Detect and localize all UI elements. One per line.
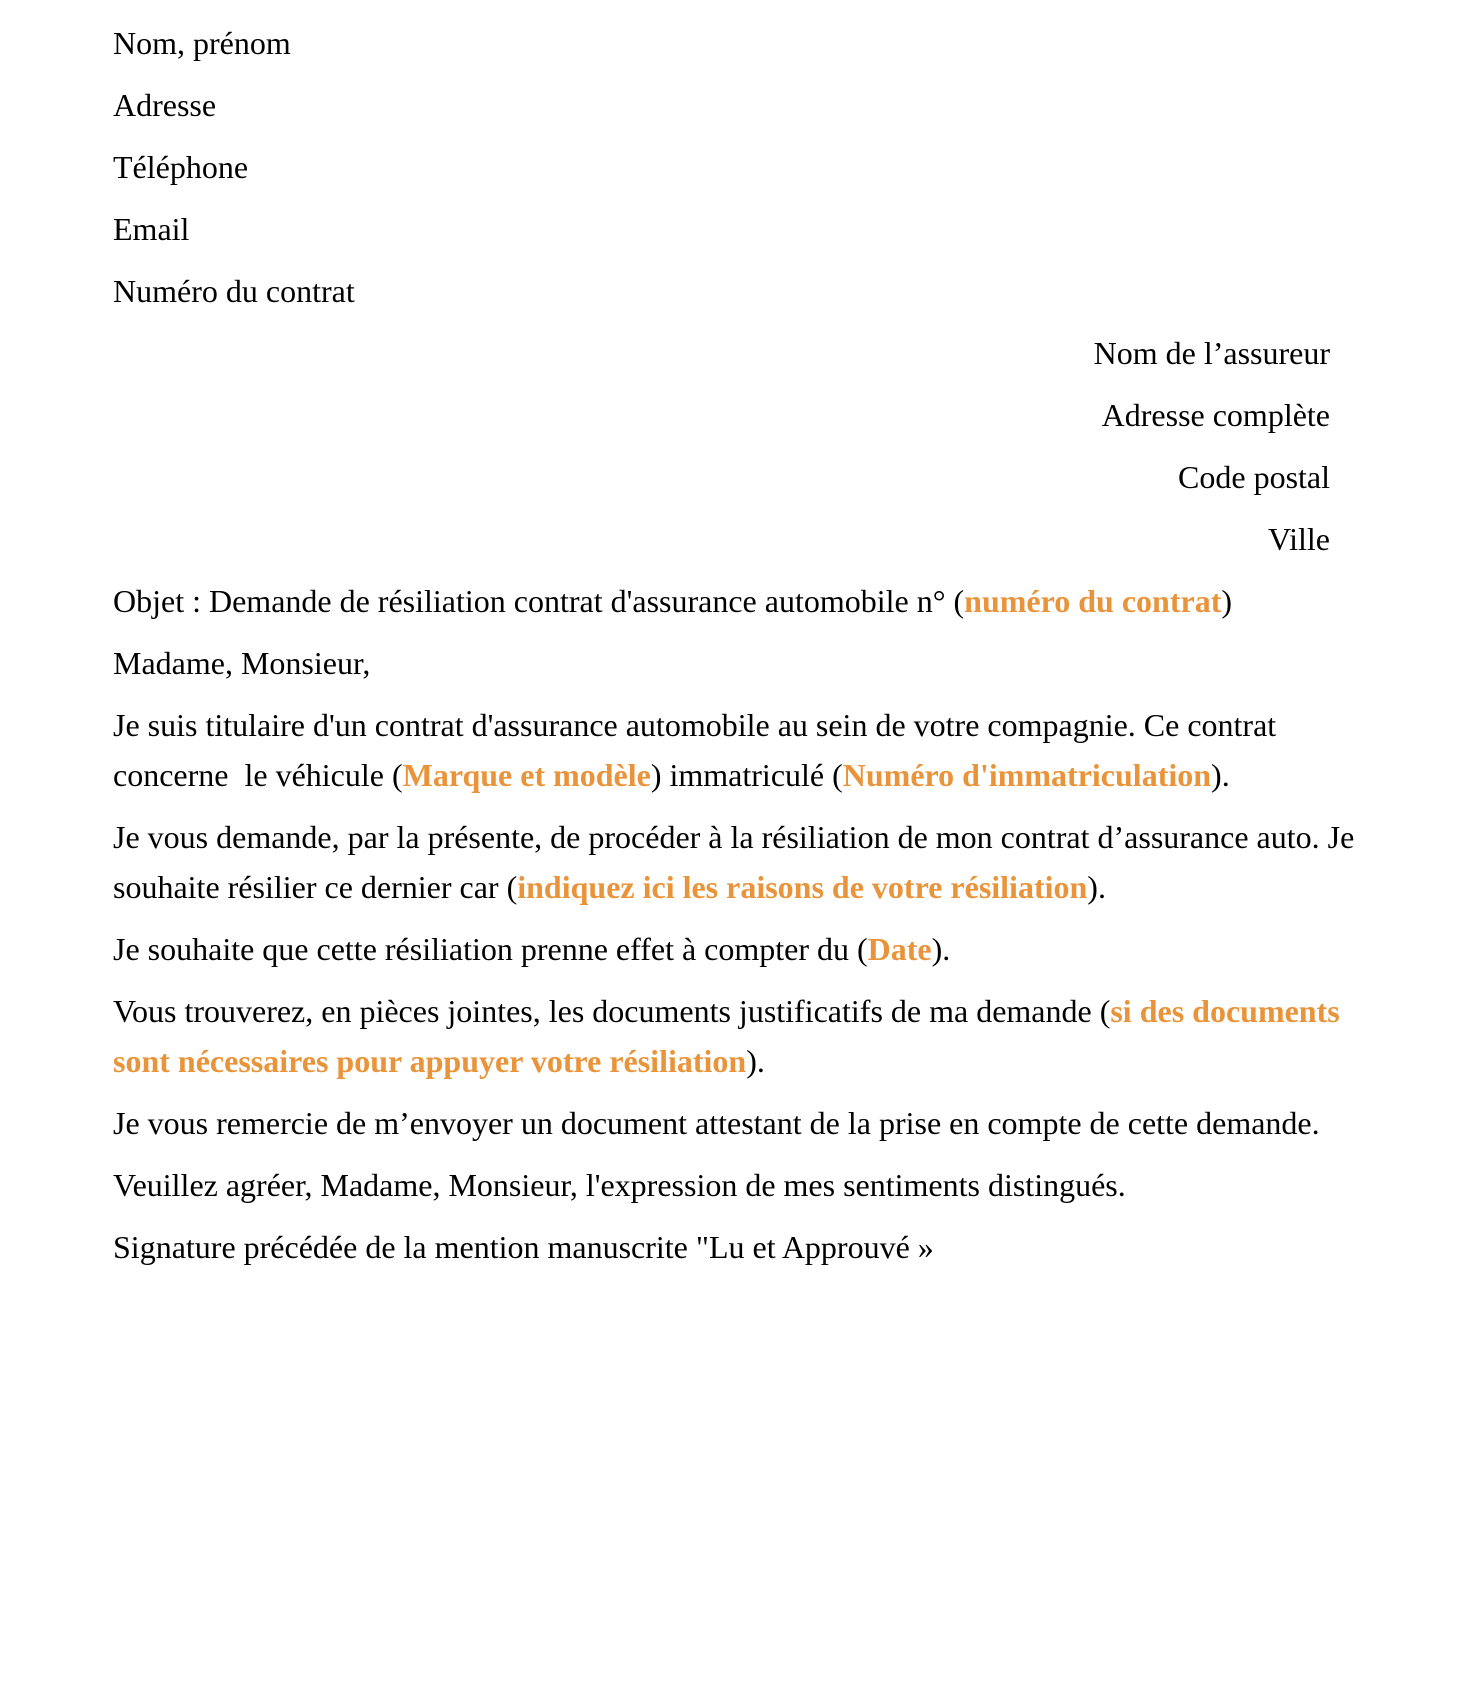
effective-date [113,924,1378,974]
recipient-line: Adresse complète [1101,397,1330,433]
letter-text: Je souhaite que cette résiliation prenne effet à compter du ( [113,931,868,967]
signature-instruction [113,1222,1378,1272]
letter-text: ). [1211,757,1230,793]
sender-line: Email [113,211,190,247]
letter-text: Veuillez agréer, Madame, Monsieur, l'expression de mes sentiments distingués. [113,1167,1126,1203]
closing-formula [113,1160,1378,1210]
placeholder-highlight: indiquez ici les raisons de votre résiliation [517,869,1088,905]
supporting-documents [113,986,1378,1086]
letter-text: Signature précédée de la mention manuscrite "Lu et Approuvé » [113,1229,934,1265]
letter-text: ) [1221,583,1233,619]
letter-text: ) immatriculé ( [650,757,843,793]
letter-text: Vous trouverez, en pièces jointes, les documents justificatifs de ma demande ( [113,993,1111,1029]
recipient-line: Ville [1267,521,1330,557]
letter-text: Objet : Demande de résiliation contrat d'assurance automobile n° ( [113,583,965,619]
sender-block [113,18,1378,316]
letter-text: Je vous demande, par la présente, de procéder à la résiliation de mon contrat d’assurance auto. Je souhaite résilier ce dernier car ( [113,819,1363,905]
placeholder-highlight: Numéro d'immatriculation [842,757,1212,793]
placeholder-highlight: Date [867,931,932,967]
letter-text: Madame, Monsieur, [113,645,371,681]
placeholder-highlight: si des documents sont nécessaires pour appuyer votre résiliation [113,993,1348,1079]
contract-details [113,700,1378,800]
letter-body [113,576,1378,1272]
recipient-line: Code postal [1178,459,1330,495]
letter-text: Je suis titulaire d'un contrat d'assurance automobile au sein de votre compagnie. Ce contrat concerne le véhicule ( [113,707,1285,793]
placeholder-highlight: Marque et modèle [402,757,651,793]
letter-text: ). [746,1043,765,1079]
letter-text: Je vous remercie de m’envoyer un document attestant de la prise en compte de cette demande. [113,1105,1320,1141]
recipient-block [113,328,1378,564]
cancellation-request [113,812,1378,912]
recipient-line: Nom de l’assureur [1093,335,1330,371]
placeholder-highlight: numéro du contrat [964,583,1222,619]
salutation [113,638,1378,688]
acknowledgment-request [113,1098,1378,1148]
sender-line: Adresse [113,87,217,123]
subject-line [113,576,1378,626]
sender-line: Téléphone [113,149,249,185]
sender-line: Numéro du contrat [113,273,355,309]
letter-text: ). [1087,869,1106,905]
letter-text: ). [931,931,951,967]
sender-line: Nom, prénom [113,25,291,61]
